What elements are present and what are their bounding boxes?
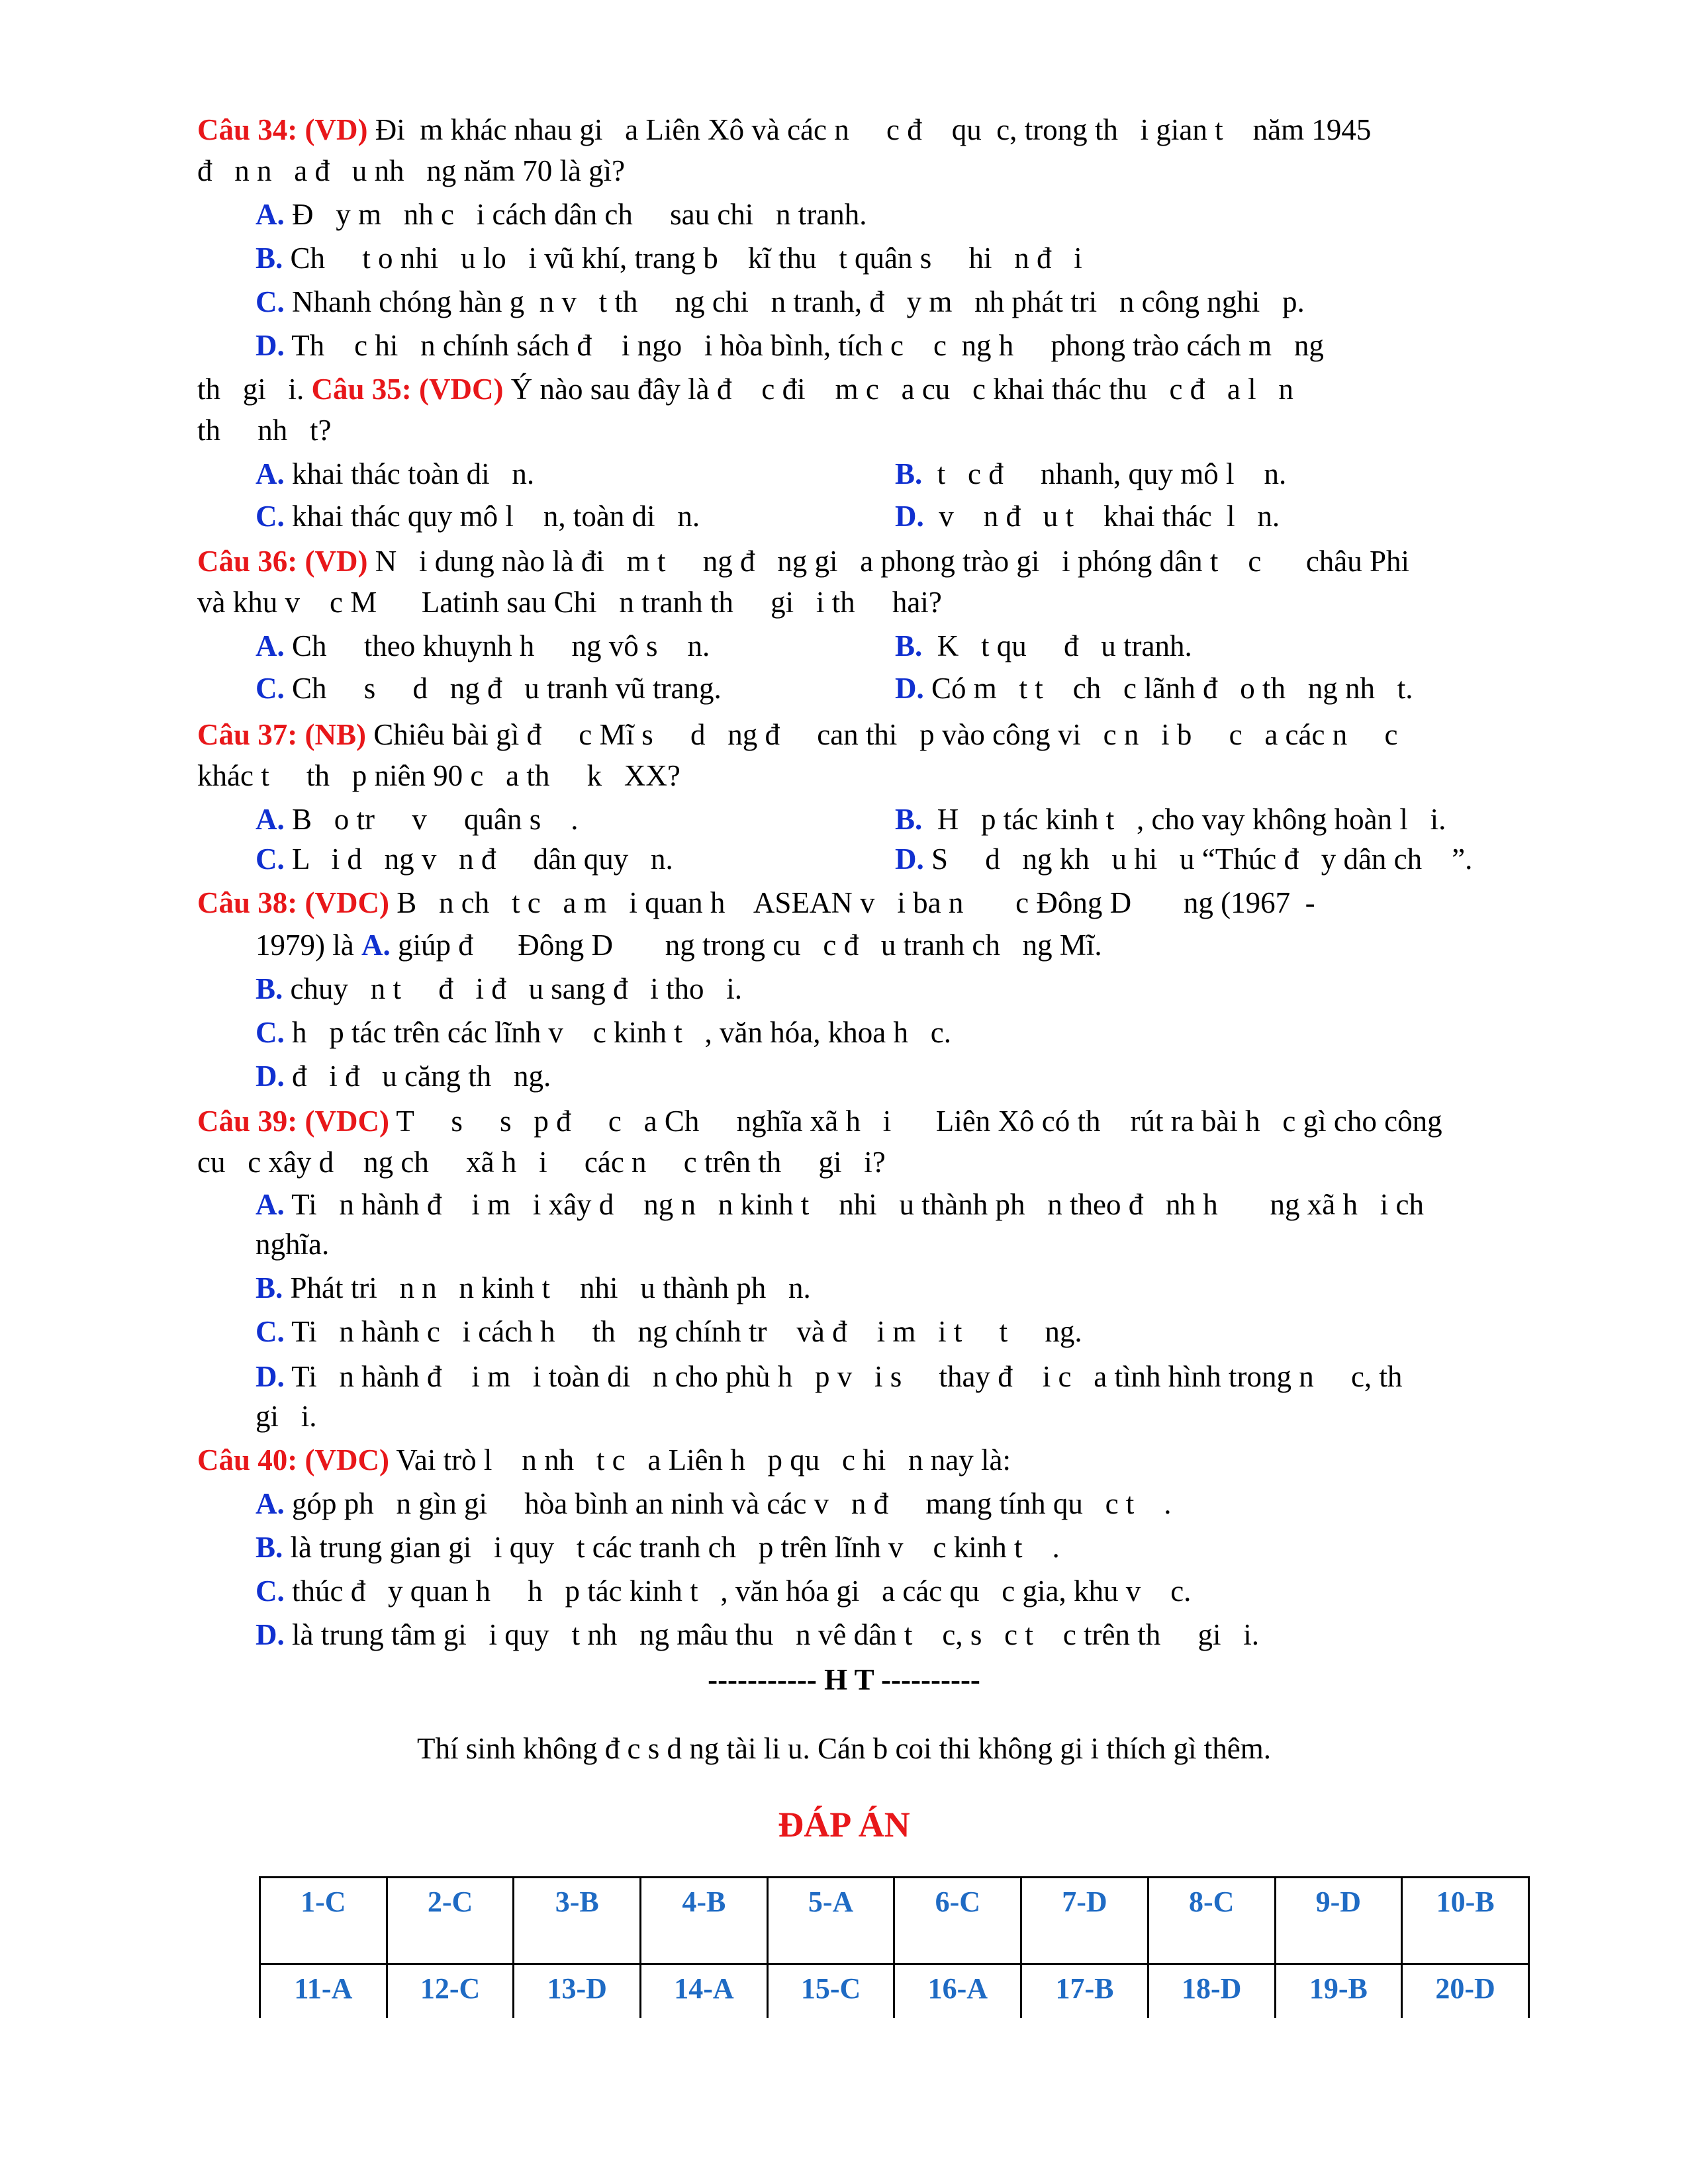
option-text: Có m t t ch c lãnh đ o th ng nh t. bbox=[923, 672, 1413, 705]
q34-stem-cont bbox=[197, 151, 625, 191]
option-text: Ti n hành đ i m i xây d ng n n kinh t nhi u thành ph n theo đ nh h ng xã h i ch bbox=[284, 1188, 1424, 1221]
option-text: góp ph n gìn gi hòa bình an ninh và các v n đ mang tính qu c t . bbox=[284, 1487, 1172, 1520]
question-level: (VDC) bbox=[305, 1443, 389, 1477]
option-label: A. bbox=[256, 1487, 285, 1520]
answer-cell: 16-A bbox=[894, 1964, 1021, 2019]
q35-option-d bbox=[895, 496, 1280, 536]
question-label: Câu 35: bbox=[311, 373, 412, 406]
q35-option-a bbox=[256, 454, 534, 494]
q34-option-c bbox=[256, 282, 1305, 322]
option-text: thúc đ y quan h h p tác kinh t , văn hóa gi a các qu c gia, khu v c. bbox=[284, 1574, 1192, 1608]
option-text: K t qu đ u tranh. bbox=[922, 629, 1192, 662]
q40-stem bbox=[197, 1440, 1011, 1480]
option-label: B. bbox=[256, 1531, 283, 1564]
answer-cell: 6-C bbox=[894, 1878, 1021, 1964]
option-text: v n đ u t khai thác l n. bbox=[923, 500, 1280, 533]
option-label: B. bbox=[256, 972, 283, 1005]
option-label: A. bbox=[361, 929, 391, 962]
option-text: khai thác quy mô l n, toàn di n. bbox=[284, 500, 700, 533]
question-text: Vai trò l n nh t c a Liên h p qu c hi n nay là: bbox=[389, 1443, 1011, 1477]
question-text: B n ch t c a m i quan h ASEAN v i ba n c Đông D ng (1967 - bbox=[389, 886, 1315, 919]
question-text: Đi m khác nhau gi a Liên Xô và các n c đ qu c, trong th i gian t năm 1945 bbox=[367, 113, 1372, 146]
q35-option-c bbox=[256, 496, 700, 536]
q40-option-c bbox=[256, 1571, 1191, 1611]
answer-table bbox=[259, 1876, 1530, 2018]
q36-stem bbox=[197, 541, 1409, 581]
option-text: t c đ nhanh, quy mô l n. bbox=[922, 457, 1287, 490]
q38-option-b bbox=[256, 969, 742, 1009]
question-level: (VD) bbox=[305, 545, 368, 578]
option-text: Phát tri n n n kinh t nhi u thành ph n. bbox=[283, 1271, 811, 1304]
option-text: gi i. bbox=[256, 1400, 317, 1433]
q37-option-d bbox=[895, 839, 1472, 879]
option-label: A. bbox=[256, 457, 285, 490]
q39-option-d-cont bbox=[256, 1396, 317, 1436]
option-text: là trung gian gi i quy t các tranh ch p trên lĩnh v c kinh t . bbox=[283, 1531, 1060, 1564]
question-label: Câu 34: bbox=[197, 113, 298, 146]
question-text: Ý nào sau đây là đ c đi m c a cu c khai thác thu c đ a l n bbox=[503, 373, 1293, 406]
option-text: Đ y m nh c i cách dân ch sau chi n tranh. bbox=[284, 198, 867, 231]
q37-option-b bbox=[895, 799, 1446, 839]
q36-stem-cont bbox=[197, 582, 942, 622]
option-label: A. bbox=[256, 198, 285, 231]
option-label: D. bbox=[256, 1360, 285, 1393]
q39-option-c bbox=[256, 1312, 1082, 1351]
option-label: D. bbox=[895, 672, 924, 705]
q38-stem-cont bbox=[256, 925, 1102, 965]
answer-cell: 10-B bbox=[1402, 1878, 1529, 1964]
question-label: Câu 36: bbox=[197, 545, 298, 578]
q37-stem bbox=[197, 715, 1397, 754]
option-text: L i d ng v n đ dân quy n. bbox=[284, 842, 673, 876]
answer-cell: 4-B bbox=[641, 1878, 768, 1964]
option-text: S d ng kh u hi u “Thúc đ y dân ch ”. bbox=[923, 842, 1473, 876]
question-text: khác t th p niên 90 c a th k XX? bbox=[197, 759, 680, 792]
q35-stem-cont bbox=[197, 410, 331, 450]
question-label: Câu 39: bbox=[197, 1105, 298, 1138]
q38-option-d bbox=[256, 1056, 551, 1096]
answer-cell: 19-B bbox=[1275, 1964, 1402, 2019]
option-text: h p tác trên các lĩnh v c kinh t , văn hóa, khoa h c. bbox=[284, 1016, 951, 1049]
option-label: D. bbox=[256, 1618, 285, 1651]
exam-note: Thí sinh không đ c s d ng tài li u. Cán b coi thi không gi i thích gì thêm. bbox=[417, 1732, 1271, 1765]
option-text: Th c hi n chính sách đ i ngo i hòa bình, tích c c ng h phong trào cách m ng bbox=[284, 329, 1324, 362]
question-text: th nh t? bbox=[197, 414, 332, 447]
option-label: D. bbox=[256, 1060, 285, 1093]
question-text: 1979) là bbox=[256, 929, 361, 962]
option-text: Ti n hành đ i m i toàn di n cho phù h p v i s thay đ i c a tình hình trong n c, th bbox=[284, 1360, 1403, 1393]
question-text: và khu v c M Latinh sau Chi n tranh th gi i th hai? bbox=[197, 586, 942, 619]
q38-stem bbox=[197, 883, 1315, 923]
q36-option-d bbox=[895, 668, 1413, 708]
q39-stem bbox=[197, 1101, 1442, 1141]
question-text: cu c xây d ng ch xã h i các n c trên th gi i? bbox=[197, 1146, 886, 1179]
option-label: D. bbox=[895, 500, 924, 533]
option-label: B. bbox=[256, 1271, 283, 1304]
answer-cell: 17-B bbox=[1021, 1964, 1149, 2019]
option-text: Ch s d ng đ u tranh vũ trang. bbox=[284, 672, 722, 705]
question-level: (VDC) bbox=[419, 373, 504, 406]
question-text: đ n n a đ u nh ng năm 70 là gì? bbox=[197, 154, 626, 187]
option-label: A. bbox=[256, 629, 285, 662]
q36-option-b bbox=[895, 626, 1192, 666]
answer-cell: 18-D bbox=[1148, 1964, 1275, 2019]
option-text: là trung tâm gi i quy t nh ng mâu thu n vê dân t c, s c t c trên th gi i. bbox=[284, 1618, 1260, 1651]
answer-cell: 11-A bbox=[260, 1964, 387, 2019]
question-level: (VD) bbox=[305, 113, 368, 146]
option-text: khai thác toàn di n. bbox=[284, 457, 535, 490]
option-text: Nhanh chóng hàn g n v t th ng chi n tranh, đ y m nh phát tri n công nghi p. bbox=[284, 285, 1305, 318]
option-label: C. bbox=[256, 1315, 285, 1348]
option-label: C. bbox=[256, 842, 285, 876]
q37-option-a bbox=[256, 799, 579, 839]
option-text: chuy n t đ i đ u sang đ i tho i. bbox=[283, 972, 742, 1005]
answer-cell: 20-D bbox=[1402, 1964, 1529, 2019]
question-text: Chiêu bài gì đ c Mĩ s d ng đ can thi p vào công vi c n i b c a các n c bbox=[366, 718, 1398, 751]
q39-stem-cont bbox=[197, 1142, 886, 1182]
option-text: đ i đ u căng th ng. bbox=[284, 1060, 551, 1093]
option-label: B. bbox=[256, 242, 283, 275]
q39-option-b bbox=[256, 1268, 811, 1308]
answer-cell: 8-C bbox=[1148, 1878, 1275, 1964]
answer-row-2 bbox=[260, 1964, 1529, 2019]
option-text: Ti n hành c i cách h th ng chính tr và đ i m i t t ng. bbox=[284, 1315, 1082, 1348]
q39-option-a-cont bbox=[256, 1224, 329, 1264]
option-text: H p tác kinh t , cho vay không hoàn l i. bbox=[922, 803, 1446, 836]
option-label: B. bbox=[895, 629, 923, 662]
question-label: Câu 38: bbox=[197, 886, 298, 919]
option-text: Ch theo khuynh h ng vô s n. bbox=[284, 629, 710, 662]
question-level: (VDC) bbox=[305, 886, 389, 919]
answer-cell: 2-C bbox=[387, 1878, 514, 1964]
question-label: Câu 37: bbox=[197, 718, 298, 751]
q35-stem bbox=[197, 369, 1293, 409]
answer-cell: 15-C bbox=[767, 1964, 894, 2019]
option-text: giúp đ Đông D ng trong cu c đ u tranh ch ng Mĩ. bbox=[390, 929, 1102, 962]
q34-option-a bbox=[256, 195, 867, 234]
question-label: Câu 40: bbox=[197, 1443, 298, 1477]
q40-option-a bbox=[256, 1484, 1172, 1524]
option-label: A. bbox=[256, 803, 285, 836]
answers-title: ĐÁP ÁN bbox=[778, 1805, 910, 1844]
question-level: (NB) bbox=[305, 718, 366, 751]
option-label: C. bbox=[256, 1574, 285, 1608]
q35-option-b bbox=[895, 454, 1286, 494]
answer-cell: 1-C bbox=[260, 1878, 387, 1964]
option-text: nghĩa. bbox=[256, 1228, 330, 1261]
q34-option-b bbox=[256, 238, 1082, 278]
end-marker: ----------- H T ---------- bbox=[708, 1663, 980, 1696]
option-label: C. bbox=[256, 285, 285, 318]
answer-cell: 3-B bbox=[514, 1878, 641, 1964]
option-label: C. bbox=[256, 500, 285, 533]
option-label: D. bbox=[256, 329, 285, 362]
answer-cell: 14-A bbox=[641, 1964, 768, 2019]
question-level: (VDC) bbox=[305, 1105, 389, 1138]
answer-cell: 13-D bbox=[514, 1964, 641, 2019]
answer-row-1 bbox=[260, 1878, 1529, 1964]
question-text: N i dung nào là đi m t ng đ ng gi a phong trào gi i phóng dân t c châu Phi bbox=[367, 545, 1410, 578]
answer-cell: 12-C bbox=[387, 1964, 514, 2019]
option-label: C. bbox=[256, 1016, 285, 1049]
q37-stem-cont bbox=[197, 756, 680, 796]
option-label: B. bbox=[895, 803, 923, 836]
option-label: D. bbox=[895, 842, 924, 876]
q40-option-b bbox=[256, 1527, 1060, 1567]
q40-option-d bbox=[256, 1615, 1259, 1655]
q37-option-c bbox=[256, 839, 673, 879]
answer-cell: 9-D bbox=[1275, 1878, 1402, 1964]
option-label: A. bbox=[256, 1188, 285, 1221]
option-text: B o tr v quân s . bbox=[284, 803, 579, 836]
q36-option-c bbox=[256, 668, 722, 708]
option-label: B. bbox=[895, 457, 923, 490]
option-text: th gi i. bbox=[197, 373, 312, 406]
q38-option-c bbox=[256, 1013, 951, 1052]
option-label: C. bbox=[256, 672, 285, 705]
answer-cell: 5-A bbox=[767, 1878, 894, 1964]
q39-option-a bbox=[256, 1185, 1424, 1224]
q34-option-d bbox=[256, 326, 1324, 365]
q39-option-d bbox=[256, 1357, 1402, 1396]
q36-option-a bbox=[256, 626, 710, 666]
option-text: Ch t o nhi u lo i vũ khí, trang b kĩ thu t quân s hi n đ i bbox=[283, 242, 1082, 275]
question-text: T s s p đ c a Ch nghĩa xã h i Liên Xô có th rút ra bài h c gì cho công bbox=[389, 1105, 1442, 1138]
answer-cell: 7-D bbox=[1021, 1878, 1149, 1964]
q34-stem bbox=[197, 110, 1371, 150]
